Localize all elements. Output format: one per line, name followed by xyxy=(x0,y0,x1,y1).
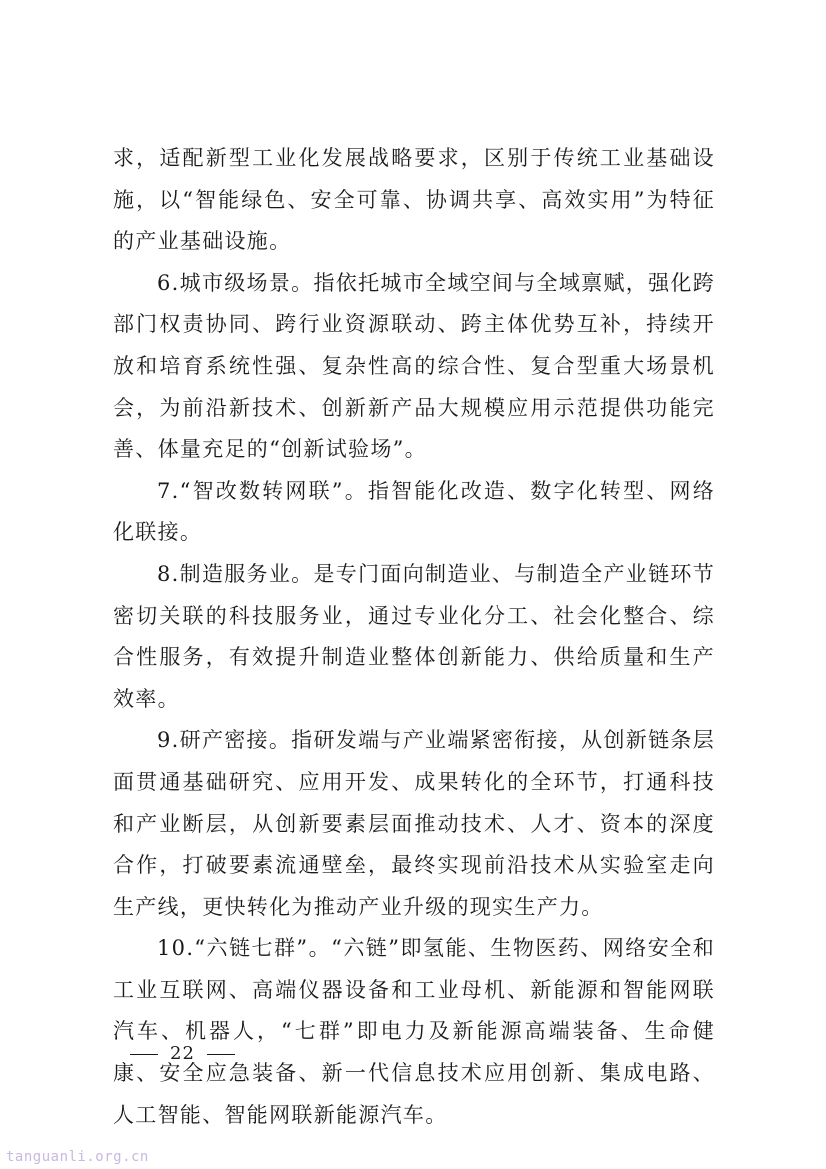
page-footer xyxy=(118,1043,247,1064)
paragraph-item-7: 7.“智改数转网联”。指智能化改造、数字化转型、网络化联接。 xyxy=(113,478,715,545)
paragraph-item-8: 8.制造服务业。是专门面向制造业、与制造全产业链环节密切关联的科技服务业，通过专业化分工、社会化整合、综合性服务，有效提升制造业整体创新能力、供给质量和生产效率。 xyxy=(113,561,715,711)
footer-dash-right xyxy=(207,1054,235,1055)
paragraph-item-6: 6.城市级场景。指依托城市全域空间与全域禀赋，强化跨部门权责协同、跨行业资源联动、跨主体优势互补，持续开放和培育系统性强、复杂性高的综合性、复合型重大场景机会，为前沿新技术、创新新产品大规模应用示范提供功能完善、体量充足的“创新试验场”。 xyxy=(113,270,715,462)
footer-dash-left xyxy=(130,1054,158,1055)
paragraph-continuation: 求，适配新型工业化发展战略要求，区别于传统工业基础设施，以“智能绿色、安全可靠、协调共享、高效实用”为特征的产业基础设施。 xyxy=(113,146,715,254)
paragraph-item-10: 10.“六链七群”。“六链”即氢能、生物医药、网络安全和工业互联网、高端仪器设备和工业母机、新能源和智能网联汽车、机器人，“七群”即电力及新能源高端装备、生命健康、安全应急装备、新一代信息技术应用创新、集成电路、人工智能、智能网联新能源汽车。 xyxy=(113,936,715,1127)
page-number: 22 xyxy=(170,1043,195,1064)
body-text xyxy=(113,138,715,1136)
site-watermark: tanguanli.org.cn xyxy=(6,1149,149,1165)
paragraph-item-9: 9.研产密接。指研发端与产业端紧密衔接，从创新链条层面贯通基础研究、应用开发、成果转化的全环节，打通科技和产业断层，从创新要素层面推动技术、人才、资本的深度合作，打破要素流通壁垒，最终实现前沿技术从实验室走向生产线，更快转化为推动产业升级的现实生产力。 xyxy=(113,728,715,919)
